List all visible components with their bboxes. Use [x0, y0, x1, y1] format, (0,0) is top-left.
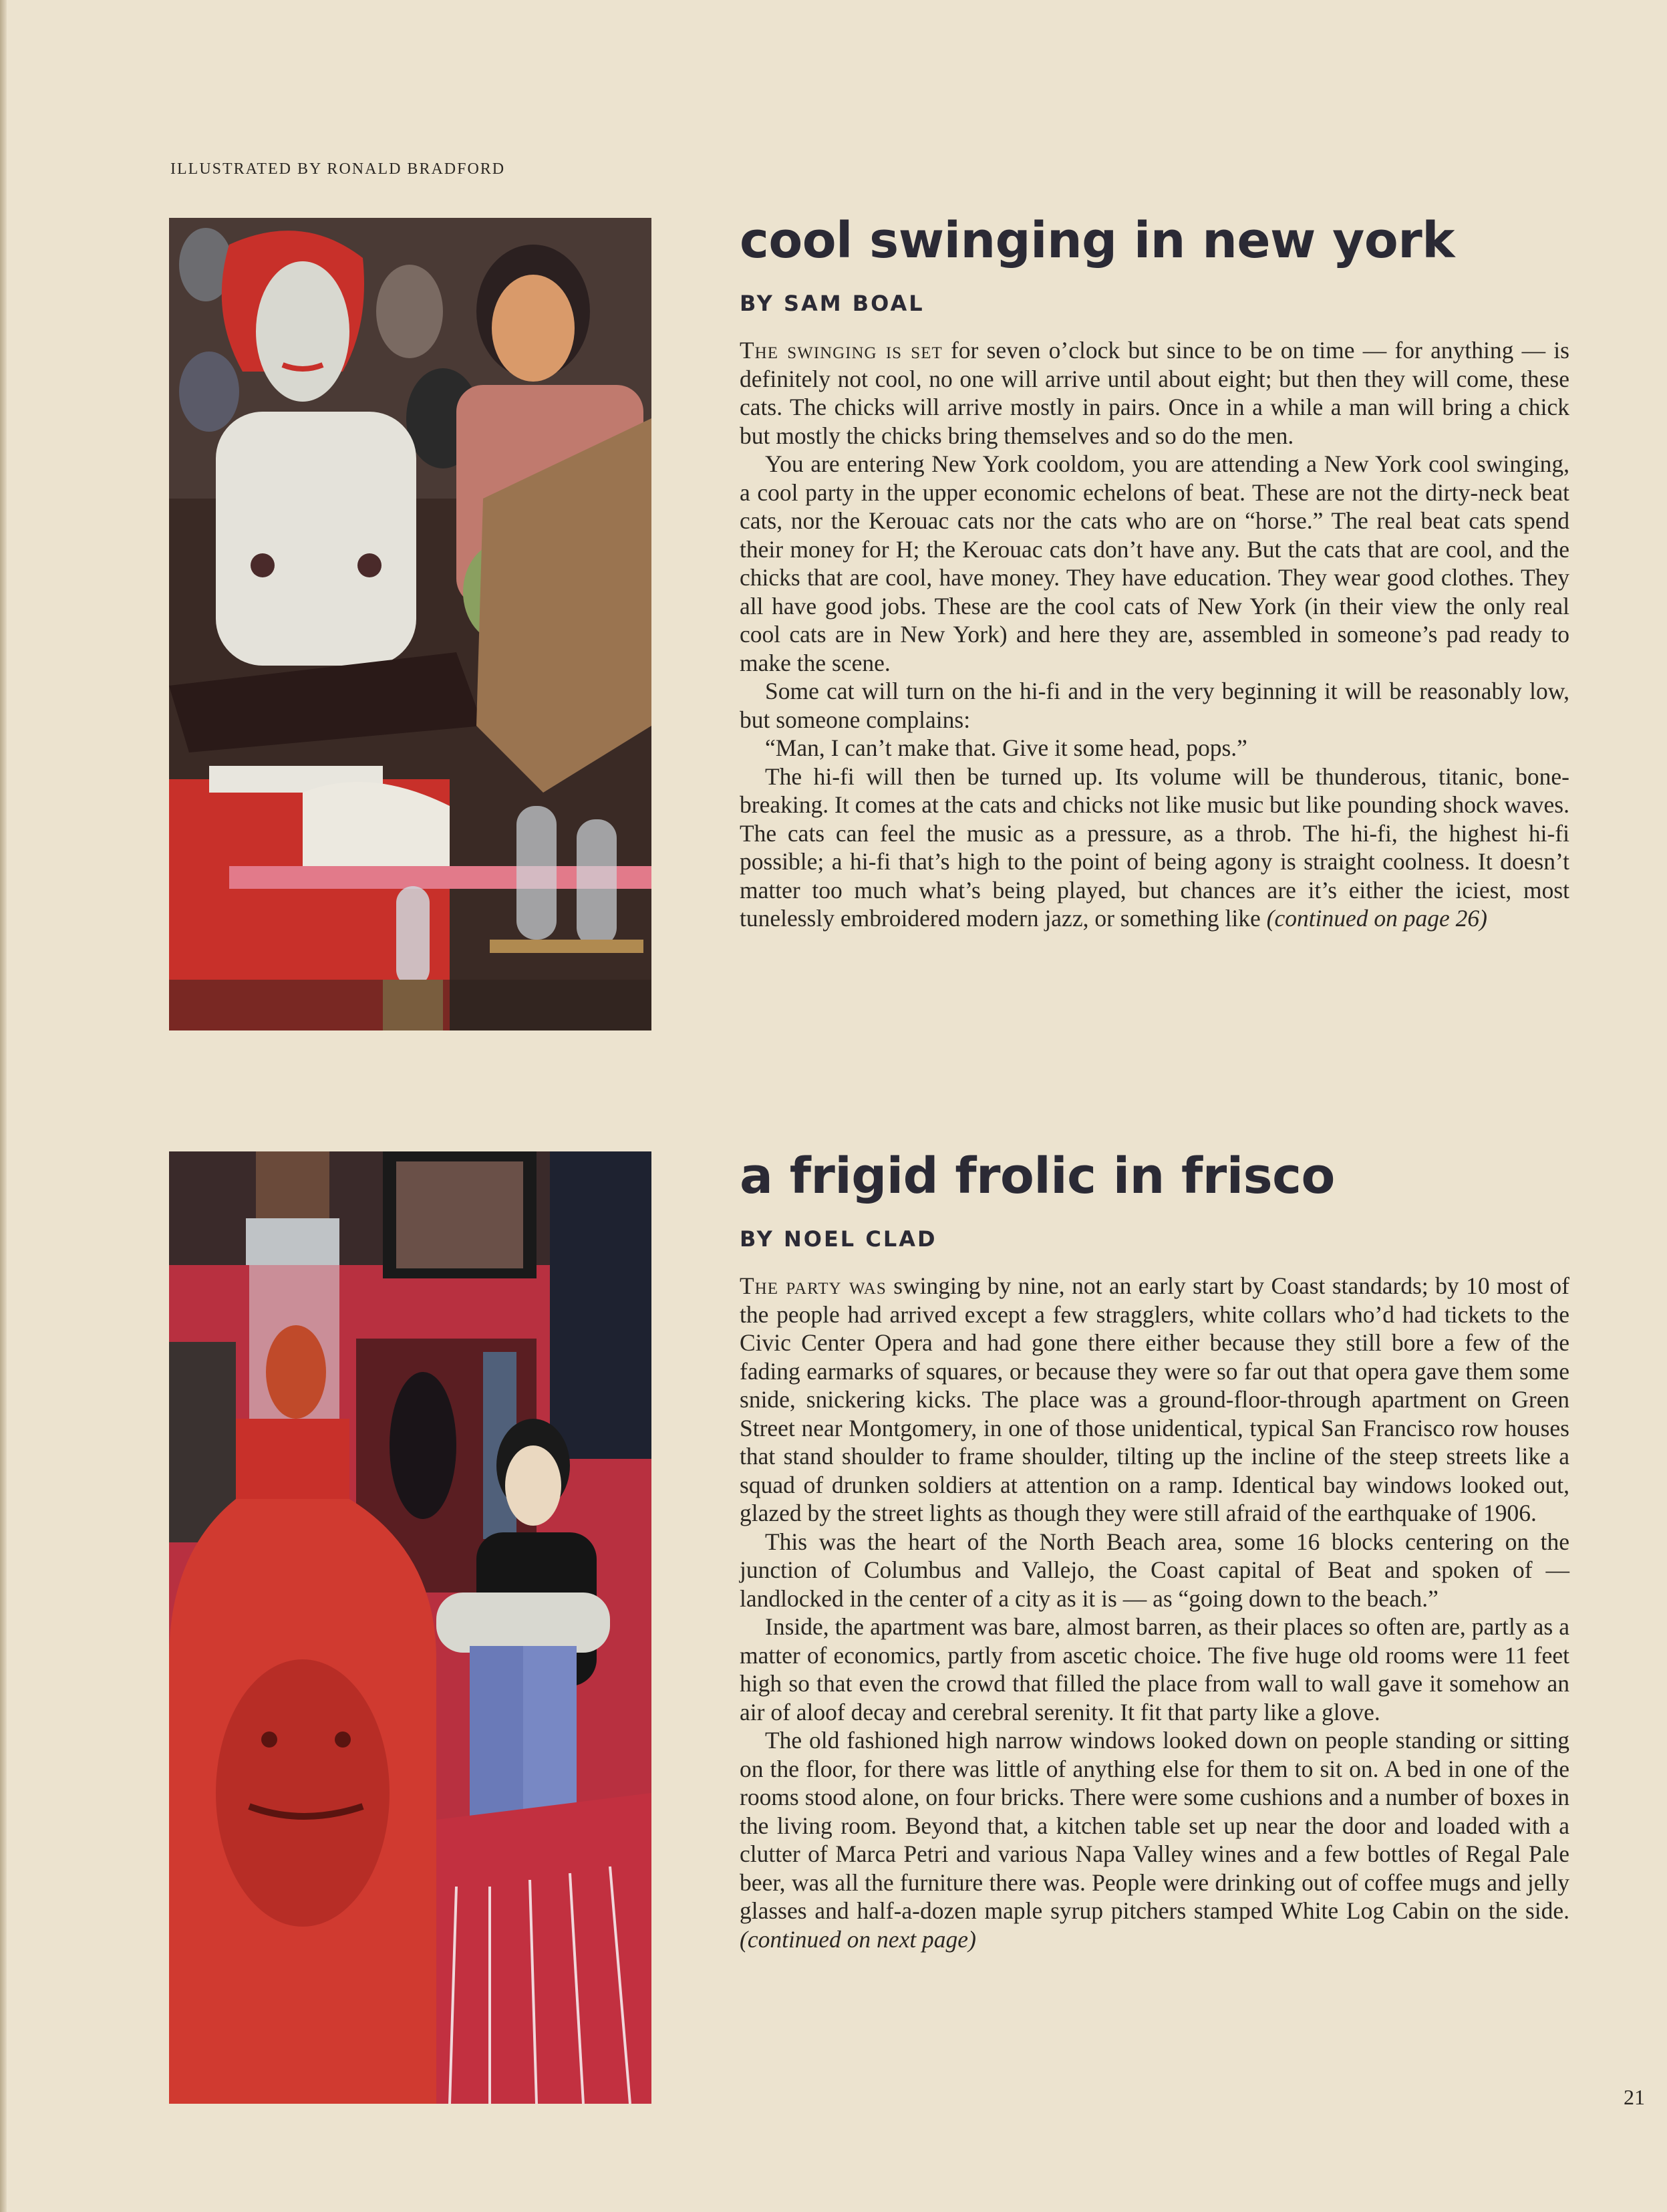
paragraph: You are entering New York cooldom, you are attending a New York cool swinging, a cool party in the upper economic echelons of beat. These are not the dirty-neck beat cats, nor the Kerouac cats nor the cats who are on “horse.” The real beat cats spend their money for H; the Kerouac cats don’t have any. But the cats that are cool, and the chicks that are cool, have money. They have education. They wear good clothes. They all have good jobs. These are the cool cats of New York (in their view the only real cool cats are in New York) and here they are, assembled in someone’s pad ready to make the scene.	[740, 450, 1569, 676]
bottle-and-man-illustration	[169, 1151, 651, 2104]
party-collage-illustration	[169, 218, 651, 1030]
paragraph: Some cat will turn on the hi-fi and in the very beginning it will be reasonably low, but someone complains:	[740, 678, 1569, 733]
paragraph: This was the heart of the North Beach area, some 16 blocks centering on the junction of Columbus and Vallejo, the Coast capital of Beat and spoken of — landlocked in the center of a city as it is — as “going down to the beach.”	[740, 1528, 1569, 1612]
article-cool-swinging	[740, 214, 1569, 933]
lead-in: The party was	[740, 1272, 887, 1300]
article-frigid-frolic	[740, 1149, 1569, 1953]
article-headline: a frigid frolic in frisco	[740, 1147, 1335, 1205]
illustration-cool-swinging	[169, 218, 651, 1030]
paragraph: “Man, I can’t make that. Give it some head, pops.”	[765, 734, 1247, 762]
lead-in: The swinging is set	[740, 337, 943, 364]
binding-edge	[0, 0, 7, 2212]
page-number: 21	[1624, 2085, 1645, 2109]
paragraph: The hi-fi will then be turned up. Its volume will be thunderous, titanic, bone-breaking. It comes at the cats and chicks not like music but like pounding shock waves. The cats can feel the music as a pressure, as a throb. The hi-fi, the highest hi-fi possible; a hi-fi that’s high to the point of being agony is straight coolness. It doesn’t matter too much what’s being played, but chances are it’s either the iciest, most tunelessly embroidered modern jazz, or something like (continued on page 26)	[740, 763, 1569, 932]
continued-note[interactable]: (continued on page 26)	[1266, 905, 1487, 932]
lead-paragraph: The swinging is set for seven o’clock but since to be on time — for anything — is definitely not cool, no one will arrive until about eight; but then they will come, these cats. The chicks will arrive mostly in pairs. Once in a while a man will bring a chick but mostly the chicks bring themselves and so do the men.	[740, 337, 1569, 449]
article-headline: cool swinging in new york	[740, 212, 1455, 269]
paragraph: Inside, the apartment was bare, almost barren, as their places so often are, partly as a matter of economics, partly from ascetic choice. The five huge old rooms were 11 feet high so that even the crowd that filled the place from wall to wall gave it somehow an air of aloof decay and cerebral serenity. It fit that party like a glove.	[740, 1613, 1569, 1725]
illustration-frigid-frolic	[169, 1151, 651, 2104]
paragraph: The old fashioned high narrow windows looked down on people standing or sitting on the floor, for there was little of anything else for them to sit on. A bed in one of the rooms stood alone, on four bricks. There were some cushions and a number of boxes in the living room. Beyond that, a kitchen table set up near the door and loaded with a clutter of Marca Petri and various Napa Valley wines and a few bottles of Regal Pale beer, was all the furniture there was. People were drinking out of coffee mugs and jelly glasses and half-a-dozen maple syrup pitchers stamped White Log Cabin on the side. (continued on next page)	[740, 1727, 1569, 1953]
lead-paragraph: The party was swinging by nine, not an early start by Coast standards; by 10 most of the people had arrived except a few stragglers, white collars who’d had tickets to the Civic Center Opera and had gone there either because they still bore a few of the fading earmarks of squares, or because they were so far out that opera gave them some snide, snickering kicks. The place was a ground-floor-through apartment on Green Street near Montgomery, in one of those unidentical, typical San Francisco row houses that stand shoulder to frame shoulder, tilting up the incline of the steep streets like a squad of drunken soldiers at attention on a ramp. Identical bay windows looked out, glazed by the street lights as though they were still afraid of the earthquake of 1906.	[740, 1272, 1569, 1527]
illustration-credit: ILLUSTRATED BY RONALD BRADFORD	[170, 160, 506, 178]
article-byline: BY NOEL CLAD	[740, 1226, 937, 1252]
continued-note[interactable]: (continued on next page)	[740, 1925, 976, 1953]
article-body	[740, 1272, 1569, 1953]
article-byline: BY SAM BOAL	[740, 291, 925, 317]
article-body	[740, 336, 1569, 933]
